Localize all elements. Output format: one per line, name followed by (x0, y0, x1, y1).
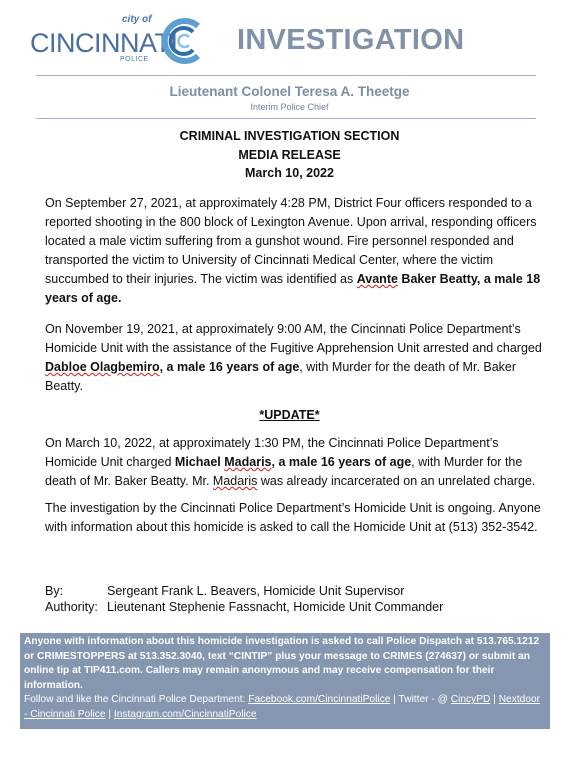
follow-text: Follow and like the Cincinnati Police Department: (24, 694, 249, 706)
authority-value: Lieutenant Stephenie Fassnacht, Homicide Unit Commander (107, 600, 444, 614)
paragraph-incident (45, 194, 545, 308)
second-suspect-last-name: Madaris (224, 455, 272, 469)
by-value: Sergeant Frank L. Beavers, Homicide Unit Supervisor (107, 584, 405, 598)
page-title: INVESTIGATION (237, 24, 465, 56)
second-suspect-first-name: Michael (174, 455, 225, 469)
paragraph-update (45, 434, 545, 491)
incident-text: On September 27, 2021, at approximately 4:28 PM, District Four officers responded to a reported shooting in the 800 block of Lexington Avenue. Upon arrival, responding officers located a male victim suffering from a gunshot wound. Fire personnel responded and transported the victim to University of Cincinnati Medical Center, where the victim succumbed to their injuries. The victim was identified as (45, 196, 537, 286)
chief-name: Lieutenant Colonel Teresa A. Theetge (169, 84, 410, 99)
separator: | (105, 708, 114, 720)
paragraph-arrest (45, 320, 545, 396)
header-divider-bottom (36, 118, 536, 119)
victim-description: Baker Beatty, a male 18 years of age. (45, 272, 541, 305)
update-heading: *UPDATE* (259, 408, 320, 422)
twitter-link[interactable]: CincyPD (450, 694, 491, 706)
instagram-link[interactable]: Instagram.com/CincinnatiPolice (113, 708, 257, 720)
footer-social-links (24, 693, 546, 722)
c-emblem-icon (162, 16, 206, 66)
update-text-middle: , with Murder for the death of Mr. Baker Beatty. Mr. (45, 455, 523, 488)
update-text-end: was already incarcerated on an unrelated charge. (257, 474, 536, 488)
nextdoor-link[interactable]: Nextdoor - Cincinnati Police (24, 694, 541, 720)
authority-label: Authority: (45, 600, 98, 614)
second-suspect-name-repeat: Madaris (212, 474, 258, 488)
facebook-link[interactable]: Facebook.com/CincinnatiPolice (248, 694, 391, 706)
logo-cincinnati: CINCINNATI (30, 28, 178, 58)
first-suspect-name: Dabloe Olagbemiro (45, 360, 160, 374)
section-heading: CRIMINAL INVESTIGATION SECTION (179, 129, 400, 143)
logo-police: POLICE (120, 56, 149, 63)
header-divider-top (36, 75, 536, 76)
arrest-text: On November 19, 2021, at approximately 9:00 AM, the Cincinnati Police Department’s Homicide Unit with the assistance of the Fugitive Apprehension Unit arrested and charged (45, 322, 542, 355)
chief-title: Interim Police Chief (250, 102, 329, 112)
signature-by (45, 584, 404, 598)
second-suspect-description: , a male 16 years of age (271, 455, 412, 469)
victim-first-name: Avante (356, 272, 398, 286)
separator: | (490, 694, 499, 706)
update-text: On March 10, 2022, at approximately 1:30 PM, the Cincinnati Police Department’s Homicide Unit charged (45, 436, 499, 469)
logo-city-of: city of (122, 14, 152, 25)
paragraph-ongoing: The investigation by the Cincinnati Police Department’s Homicide Unit is ongoing. Anyone with information about this homicide is asked to call the Homicide Unit at (513) 352-3542. (45, 501, 541, 534)
release-date: March 10, 2022 (245, 166, 334, 180)
by-label: By: (45, 584, 64, 598)
twitter-prefix: | Twitter - @ (390, 694, 451, 706)
arrest-text-end: , with Murder for the death of Mr. Baker Beatty. (45, 360, 517, 393)
footer-tip-text: Anyone with information about this homicide investigation is asked to call Police Dispatch at 513.765.1212 or CRIMESTOPPERS at 513.352.3040, text “CINTIP” plus your message to CRIMES (274637) or submit an online tip at TIP411.com. Callers may remain anonymous and may receive compensation for their information. (24, 636, 540, 691)
release-type: MEDIA RELEASE (238, 148, 341, 162)
footer-tip-box (20, 633, 550, 729)
signature-authority (45, 600, 443, 614)
first-suspect-description: , a male 16 years of age (159, 360, 300, 374)
cincinnati-police-logo (30, 14, 200, 70)
